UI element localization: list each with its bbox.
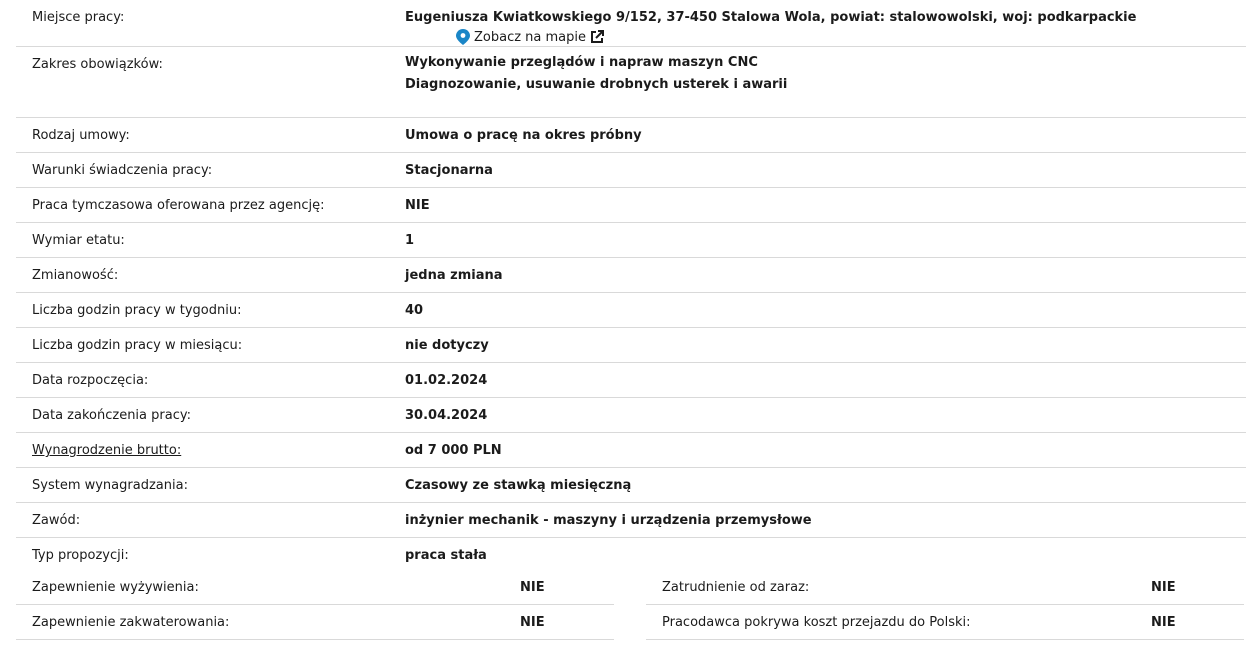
salary-label-link[interactable]: Wynagrodzenie brutto: bbox=[32, 443, 182, 458]
duties-line-1: Wykonywanie przeglądów i napraw maszyn CNC bbox=[405, 55, 758, 70]
row-label: Praca tymczasowa oferowana przez agencję: bbox=[32, 198, 325, 213]
duties-label: Zakres obowiązków: bbox=[32, 57, 163, 72]
row-shifts bbox=[16, 258, 1246, 293]
row-work-time bbox=[16, 223, 1246, 258]
row-label: Liczba godzin pracy w miesiącu: bbox=[32, 338, 243, 353]
row-value: nie dotyczy bbox=[405, 338, 489, 353]
row-value: praca stała bbox=[405, 548, 487, 563]
row-label: Typ propozycji: bbox=[32, 548, 129, 563]
row-workplace bbox=[16, 0, 1246, 47]
travel-value: NIE bbox=[1151, 615, 1176, 630]
row-salary bbox=[16, 433, 1246, 468]
map-link-label: Zobacz na mapie bbox=[474, 29, 587, 45]
row-profession bbox=[16, 503, 1246, 538]
map-pin-icon bbox=[456, 29, 470, 45]
duties-line-2: Diagnozowanie, usuwanie drobnych usterek i awarii bbox=[405, 77, 788, 92]
row-value: 30.04.2024 bbox=[405, 408, 488, 423]
row-value: 1 bbox=[405, 233, 415, 248]
row-offer-type bbox=[16, 538, 1246, 572]
row-value: inżynier mechanik - maszyny i urządzenia przemysłowe bbox=[405, 513, 812, 528]
row-label: Data zakończenia pracy: bbox=[32, 408, 191, 423]
row-food bbox=[16, 570, 614, 605]
row-value: NIE bbox=[405, 198, 430, 213]
row-work-conditions bbox=[16, 153, 1246, 188]
row-contract-type bbox=[16, 118, 1246, 153]
row-value: Umowa o pracę na okres próbny bbox=[405, 128, 642, 143]
row-value: 40 bbox=[405, 303, 424, 318]
accommodation-value: NIE bbox=[520, 615, 545, 630]
row-pay-system bbox=[16, 468, 1246, 503]
row-label: Data rozpoczęcia: bbox=[32, 373, 149, 388]
external-link-icon bbox=[590, 30, 604, 44]
row-label: Zawód: bbox=[32, 513, 81, 528]
duties-value bbox=[405, 52, 787, 96]
row-value: Czasowy ze stawką miesięczną bbox=[405, 478, 632, 493]
travel-label: Pracodawca pokrywa koszt przejazdu do Polski: bbox=[662, 615, 971, 630]
workplace-value: Eugeniusza Kwiatkowskiego 9/152, 37-450 Stalowa Wola, powiat: stalowowolski, woj: podkarpackie bbox=[405, 10, 1137, 25]
row-label: Liczba godzin pracy w tygodniu: bbox=[32, 303, 242, 318]
row-accommodation bbox=[16, 605, 614, 640]
row-label: Warunki świadczenia pracy: bbox=[32, 163, 213, 178]
workplace-label: Miejsce pracy: bbox=[32, 10, 125, 25]
immediate-value: NIE bbox=[1151, 580, 1176, 595]
row-value: jedna zmiana bbox=[405, 268, 503, 283]
row-label: System wynagradzania: bbox=[32, 478, 188, 493]
row-value: Stacjonarna bbox=[405, 163, 493, 178]
offer-details-table bbox=[16, 0, 1246, 572]
row-travel-cost bbox=[646, 605, 1244, 640]
accommodation-label: Zapewnienie zakwaterowania: bbox=[32, 615, 230, 630]
row-value: 01.02.2024 bbox=[405, 373, 488, 388]
row-temporary-agency bbox=[16, 188, 1246, 223]
row-immediate-employment bbox=[646, 570, 1244, 605]
immediate-label: Zatrudnienie od zaraz: bbox=[662, 580, 810, 595]
row-hours-week bbox=[16, 293, 1246, 328]
map-link[interactable] bbox=[456, 29, 604, 45]
row-label: Wymiar etatu: bbox=[32, 233, 125, 248]
food-label: Zapewnienie wyżywienia: bbox=[32, 580, 199, 595]
row-label: Zmianowość: bbox=[32, 268, 119, 283]
food-value: NIE bbox=[520, 580, 545, 595]
row-value: od 7 000 PLN bbox=[405, 443, 502, 458]
row-label: Rodzaj umowy: bbox=[32, 128, 130, 143]
row-end-date bbox=[16, 398, 1246, 433]
row-duties bbox=[16, 47, 1246, 118]
row-start-date bbox=[16, 363, 1246, 398]
row-hours-month bbox=[16, 328, 1246, 363]
